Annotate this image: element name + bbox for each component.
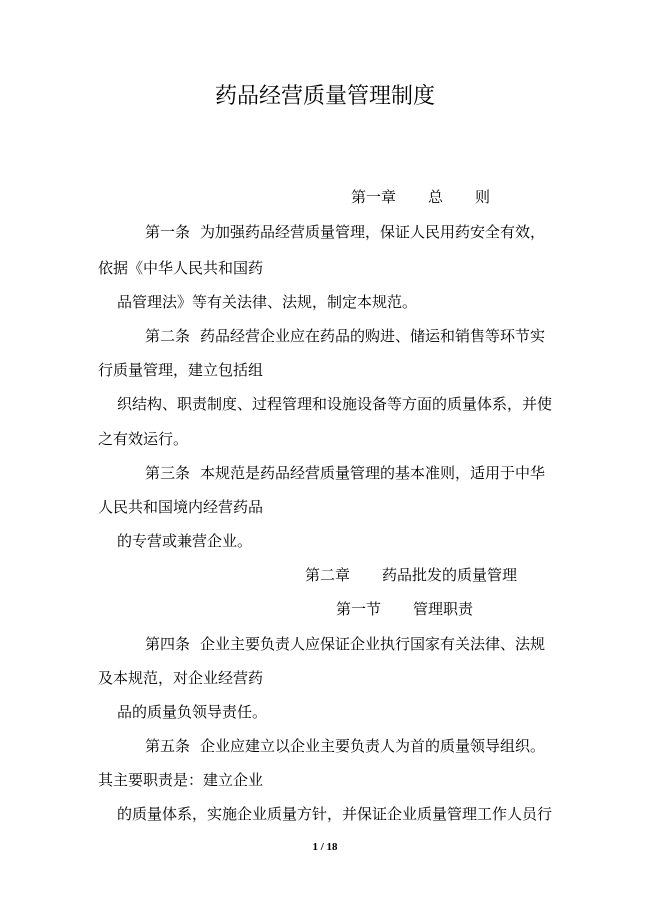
chapter-2-label: 第二章 [305,566,351,584]
section-1-heading [336,599,473,619]
chapter-1-name-part1: 总 [428,188,444,206]
article-5-line-2: 其主要职责是：建立企业 [98,771,264,789]
article-3-line-3: 的专营或兼营企业。 [117,532,253,550]
article-4-label: 第四条 [145,635,191,653]
chapter-1-name-part2: 则 [475,188,491,206]
article-5-line-3: 的质量体系，实施企业质量方针，并保证企业质量管理工作人员行 [117,805,553,823]
document-title: 药品经营质量管理制度 [214,84,435,109]
article-2-line-4: 之有效运行。 [98,430,189,448]
chapter-1-label: 第一章 [351,188,397,206]
article-1-line-2: 依据《中华人民共和国药 [98,259,264,277]
article-1-line-3: 品管理法》等有关法律、法规，制定本规范。 [117,293,418,311]
article-2-line-3: 织结构、职责制度、过程管理和设施设备等方面的质量体系，并使 [117,395,553,413]
page-indicator: 1 / 18 [312,841,338,853]
article-3-text-1: 本规范是药品经营质量管理的基本准则，适用于中华 [200,464,546,482]
article-2-label: 第二条 [145,327,191,345]
article-4-text-1: 企业主要负责人应保证企业执行国家有关法律、法规 [200,635,546,653]
chapter-1-heading [351,187,490,207]
article-3-label: 第三条 [145,464,191,482]
article-5-label: 第五条 [145,737,191,755]
article-3-line-2: 人民共和国境内经营药品 [98,498,264,516]
article-5-text-1: 企业应建立以企业主要负责人为首的质量领导组织。 [200,737,546,755]
article-1-text-1: 为加强药品经营质量管理，保证人民用药安全有效， [200,223,546,241]
article-5-line-1 [145,736,545,756]
chapter-2-name: 药品批发的质量管理 [382,566,518,584]
article-4-line-2: 及本规范，对企业经营药 [98,669,264,687]
article-1-line-1 [145,222,545,242]
section-1-name: 管理职责 [413,600,474,618]
section-1-label: 第一节 [336,600,382,618]
article-2-line-2: 行质量管理，建立包括组 [98,361,264,379]
article-2-text-1: 药品经营企业应在药品的购进、储运和销售等环节实 [200,327,546,345]
chapter-2-heading [305,565,517,585]
article-3-line-1 [145,463,545,483]
article-2-line-1 [145,326,545,346]
article-4-line-3: 品的质量负领导责任。 [117,703,268,721]
article-4-line-1 [145,634,545,654]
article-1-label: 第一条 [145,223,191,241]
